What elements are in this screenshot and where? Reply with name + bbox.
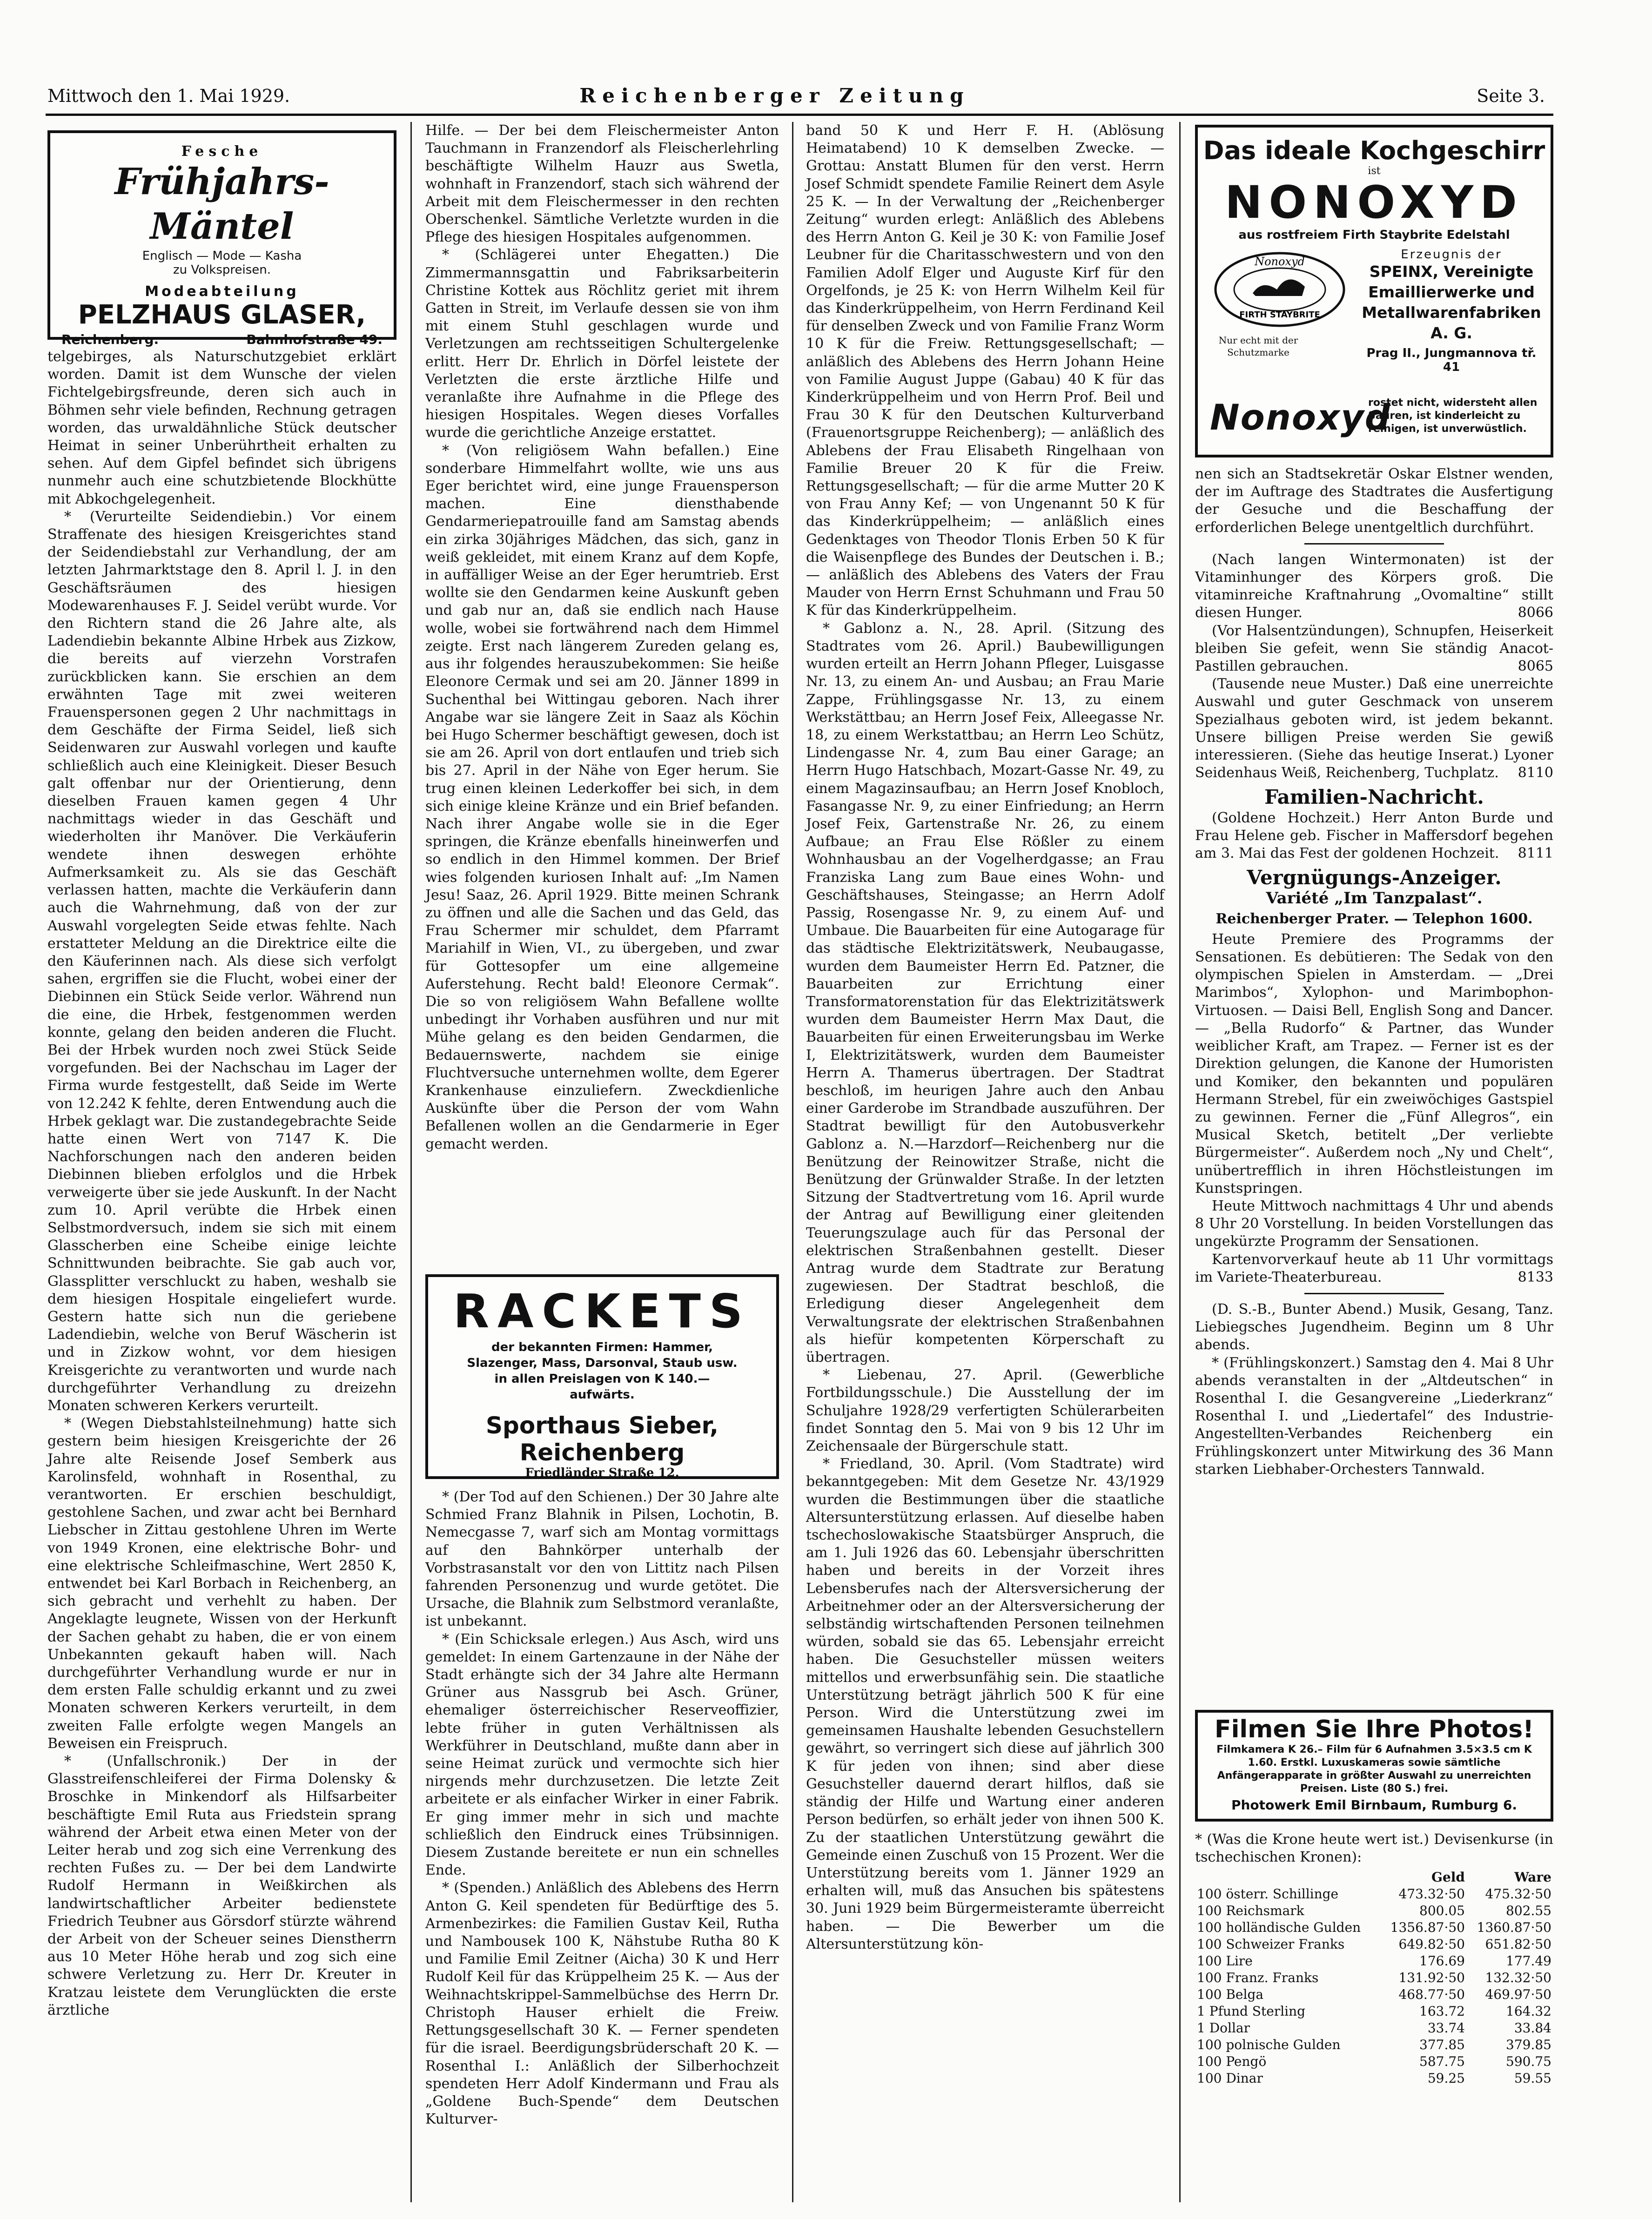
ad-filmen-photos (1195, 1710, 1553, 1822)
separator (1304, 1293, 1444, 1294)
rate-geld: 587.75 (1419, 2054, 1465, 2070)
ad-line: aus rostfreiem Firth Staybrite Edelstahl (1238, 228, 1510, 242)
ad-headline: Frühjahrs-Mäntel (114, 161, 329, 248)
table-row (1195, 1919, 1553, 1936)
rate-ware: 1360.87·50 (1477, 1920, 1551, 1936)
notice-number: 8133 (1518, 1269, 1553, 1285)
rate-ware: 475.32·50 (1485, 1886, 1551, 1902)
article-paragraph: band 50 K und Herr F. H. (Ablösung Heimatabend) 10 K demselben Zwecke. — Grottau: Anstatt Blumen für den verst. Herrn Josef Schmidt spendete Familie Reinert dem Asyle 25 K. — In der Verwaltung der „Reichenberger Zeitung“ wurden erlegt: Anläßlich des Ablebens des Herrn Anton G. Keil je 30 K: von Familie Josef Leubner für die Charitasschwestern und von den Familien Adolf Elger und Auguste Kirf für den Orgelfonds, je 25 K: von Herrn Wilhelm Keil für das Kinderkrüppelheim, von Herrn Ferdinand Keil für denselben Zweck und von Familie Franz Worm 10 K für die Freiw. Rettungsgesellschaft; — anläßlich des Ablebens des Herrn Johann Heine von Familie August Juppe (Gabau) 40 K für das Kinderkrüppelheim und von Herrn Prof. Beil und Frau 30 K für den Deutschen Kulturverband (Frauenortsgruppe Reichenberg); — anläßlich des Ablebens der Frau Elisabeth Ringelhaan von Familie Breuer 20 K für die Freiw. Rettungsgesellschaft; — für die arme Mutter 20 K von Frau Anny Kef; — von Ungenannt 50 K für das Kinderkrüppelheim; — anläßlich eines Gedenktages von Theodor Tlonis Erben 50 K für die Waisenpflege des Bundes der Deutschen i. B.; — anläßlich des Ablebens des Vaters der Frau Mauder von Herrn Ernst Schuhmann und Frau 50 K für das Kinderkrüppelheim. (806, 122, 1164, 619)
column-2-lower (425, 1488, 779, 2128)
rate-ware: 590.75 (1506, 2054, 1551, 2070)
nonoxyd-logo (1210, 248, 1350, 331)
currency-name: 100 polnische Gulden (1197, 2037, 1341, 2053)
ad-line: Prag II., Jungmannova tř. 41 (1366, 346, 1537, 374)
currency-name: 100 Lire (1197, 1953, 1253, 1969)
rate-ware: 379.85 (1506, 2037, 1551, 2053)
rate-ware: 469.97·50 (1485, 1987, 1551, 2003)
ad-company: SPEINX, Vereinigte Emaillierwerke und Metallwarenfabriken A. G. (1362, 262, 1541, 342)
table-row (1195, 2020, 1553, 2037)
column-1 (47, 348, 396, 2019)
table-row (1195, 1986, 1553, 2003)
ad-line: Englisch — Mode — Kasha (142, 249, 302, 263)
currency-name: 100 Belga (1197, 1987, 1264, 2003)
article-paragraph: * (Von religiösem Wahn befallen.) Eine sonderbare Himmelfahrt wollte, wie uns aus Eger berichtet wird, eine junge Frauensperson machen. Eine diensthabende Gendarmeriepatrouille fand am Samstag abends ein zirka 30jähriges Mädchen, das sich, ganz in weiß gekleidet, mit einem Kranz auf dem Kopfe, in auffälliger Weise an der Eger herumtrieb. Erst wollte sie den Gendarmen keine Auskunft geben und gab nur an, daß sie endlich nach Hause wolle, wobei sie fortwährend nach dem Himmel zeigte. Erst nach längerem Zureden gelang es, aus ihr folgendes herauszubekommen: Sie heiße Eleonore Cermak und sei am 20. Jänner 1899 in Suchenthal bei Wittingau geboren. Nach ihrer Angabe war sie längere Zeit in Saaz als Köchin bei Hugo Schermer beschäftigt gewesen, doch ist sie am 26. April von dort entlaufen und trieb sich bis 27. April in der Nähe von Eger herum. Sie trug einen kleinen Lederkoffer bei sich, in dem sich einige kleine Kränze und ein Brief befanden. Nach ihrer Angabe wolle sie in die Eger springen, die Kränze ebenfalls hineinwerfen und so endlich in den Himmel kommen. Der Brief wies folgenden kuriosen Inhalt auf: „Im Namen Jesu! Saaz, 26. April 1929. Bitte meinen Schrank zu öffnen und alle die Sachen und das Geld, das Frau Schermer mir schuldet, dem Pfarramt Mariahilf in Wien, VI., zu übergeben, und zwar für Gottesopfer um eine allgemeine Auferstehung. Recht bald! Eleonore Cermak“. Die so von religiösem Wahn Befallene wollte unbedingt ihr Vorhaben ausführen und nur mit Mühe gelang es den beiden Gendarmen, die Bedauernswerte, nachdem sie einige Fluchtversuche unternehmen wollte, dem Egerer Krankenhause einzuliefern. Zweckdienliche Auskünfte über die Person der vom Wahn Befallenen wollen an die Gendarmerie in Eger gemacht werden. (425, 442, 779, 1152)
article-paragraph: * (Ein Schicksale erlegen.) Aus Asch, wird uns gemeldet: In einem Gartenzaune in der Nähe der Stadt erhängte sich der 34 Jahre alte Hermann Grüner aus Nassgrub bei Asch. Grüner, ehemaliger österreichischer Reserveoffizier, lebte früher in guten Verhältnissen als Werkführer in Deutschland, mußte dann aber in seine Heimat zurück und vermochte sich hier nirgends mehr durchzusetzen. Die letzte Zeit arbeitete er als einfacher Wirker in einer Fabrik. Er ging immer mehr in sich und machte schließlich den Eindruck eines Trübsinnigen. Diesem Zustande bereitete er nun ein schnelles Ende. (425, 1631, 779, 1879)
ad-rackets (425, 1274, 779, 1479)
table-header: Ware (1514, 1869, 1551, 1885)
rate-geld: 468.77·50 (1398, 1987, 1465, 2003)
ad-line: Bahnhofstraße 49. (246, 332, 383, 347)
rate-geld: 131.92·50 (1398, 1970, 1465, 1986)
exchange-table (1195, 1869, 1553, 2087)
logo-text: FIRTH STAYBRITE (1239, 310, 1320, 320)
ad-headline: RACKETS (453, 1284, 751, 1338)
article-paragraph: * (Frühlingskonzert.) Samstag den 4. Mai 8 Uhr abends veranstalten in der „Altdeutschen“ in Rosenthal I. die Gesangvereine „Liederkranz“ Rosenthal I. und „Liedertafel“ des Industrie-Angestellten-Verbandes Reichenberg ein Frühlingskonzert unter Mitwirkung des 36 Mann starken Liebhaber-Orchesters Tannwald. (1195, 1354, 1553, 1478)
table-row (1195, 1903, 1553, 1919)
column-2 (425, 122, 779, 1153)
ad-logo-wordmark: Nonoxyd (1210, 397, 1391, 438)
ad-line: ist (1368, 165, 1381, 177)
ad-headline: Filmen Sie Ihre Photos! (1215, 1715, 1534, 1743)
table-row (1195, 1936, 1553, 1953)
rate-geld: 473.32·50 (1398, 1886, 1465, 1902)
section-title: Vergnügungs-Anzeiger. (1247, 866, 1502, 889)
currency-name: 1 Pfund Sterling (1197, 2004, 1306, 2019)
ad-line: Nur echt mit der Schutzmarke (1218, 335, 1298, 358)
rate-ware: 59.55 (1514, 2071, 1551, 2086)
ad-line: der bekannten Firmen: Hammer, Slazenger, Mass, Darsonval, Staub usw. in allen Preislagen von K 140.— aufwärts. (467, 1340, 738, 1402)
article-paragraph: Heute Mittwoch nachmittags 4 Uhr und abends 8 Uhr 20 Vorstellung. In beiden Vorstellungen das ungekürzte Programm der Sensationen. (1195, 1197, 1553, 1250)
article-paragraph: * Friedland, 30. April. (Vom Stadtrate) wird bekanntgegeben: Mit dem Gesetze Nr. 43/1929 wurden die Bestimmungen über die staatliche Altersunterstützung erlassen. Auf dieselbe haben tschechoslowakische Staatsbürger Anspruch, die am 1. Juli 1926 das 60. Lebensjahr überschritten haben und bereits in der Vorzeit ihres Lebensberufes nach der Altersversicherung der Arbeitnehmer oder an der Altersversicherung der selbständig wirtschaftenden Personen teilnehmen würden, sobald sie das 65. Lebensjahr erreicht haben. Die Gesuchsteller müssen weiters mittellos und erwerbsunfähig sein. Die staatliche Unterstützung beträgt jährlich 500 K für eine Person. Wird die Unterstützung zwei im gemeinsamen Haushalte lebenden Gesuchstellern gewährt, so verringert sich diese auf jährlich 300 K für jeden von ihnen; sind aber diese Gesuchsteller dauernd derart hilflos, daß sie ständig der Hilfe und Wartung einer anderen Person bedürfen, so erhält jeder von ihnen 500 K. Zu der staatlichen Unterstützung gewährt die Gemeinde einen Zuschuß von 15 Prozent. Wer die Unterstützung bereits vom 1. Jänner 1929 an erhalten will, muß das Ansuchen bis spätestens 30. Juni 1929 beim Bürgermeisteramte überreicht haben. — Die Bewerber um die Altersunterstützung kön- (806, 1456, 1164, 1952)
newspaper-title: Reichenberger Zeitung (579, 84, 970, 107)
currency-name: 100 Pengö (1197, 2054, 1267, 2070)
ad-line: Das ideale Kochgeschirr (1203, 136, 1545, 165)
article-paragraph: Hilfe. — Der bei dem Fleischermeister Anton Tauchmann in Franzendorf als Fleischerlehrling beschäftigte Wilhelm Hauzr aus Swetla, wohnhaft in Franzendorf, stach sich während der Arbeit mit dem Fleischermesser in den rechten Oberschenkel. Sämtliche Verletzte wurden in die Pflege des hiesigen Hospitales aufgenommen. (425, 122, 779, 246)
notice-number: 8066 (1518, 605, 1553, 621)
column-rule (1179, 122, 1181, 2202)
ad-company: PELZHAUS GLASER, (78, 300, 366, 330)
rate-ware: 802.55 (1506, 1903, 1551, 1919)
notice-text: (Nach langen Wintermonaten) ist der Vitaminhunger des Körpers groß. Die vitaminreiche Kraftnahrung „Ovomaltine“ stillt diesen Hunger. (1195, 551, 1553, 621)
table-row (1195, 1886, 1553, 1903)
notice-text: (Vor Halsentzündungen), Schnupfen, Heiserkeit bleiben Sie gefeit, wenn Sie ständig Anacot-Pastillen gebrauchen. (1195, 622, 1553, 675)
notice-paragraph (1195, 1251, 1553, 1286)
article-paragraph: (D. S.-B., Bunter Abend.) Musik, Gesang, Tanz. Liebiegsches Jugendheim. Beginn um 8 Uhr abends. (1195, 1301, 1553, 1353)
ad-line: Modeabteilung (145, 283, 299, 300)
notice-paragraph (1195, 551, 1553, 622)
separator (1304, 543, 1444, 545)
currency-name: 100 holländische Gulden (1197, 1920, 1361, 1936)
rate-ware: 164.32 (1506, 2004, 1551, 2019)
rate-geld: 176.69 (1419, 1953, 1465, 1969)
ad-line: Reichenberg. (61, 332, 159, 347)
table-row (1195, 2003, 1553, 2020)
notice-number: 8065 (1518, 658, 1553, 675)
currency-name: 1 Dollar (1197, 2020, 1250, 2036)
rate-ware: 132.32·50 (1485, 1970, 1551, 1986)
article-paragraph: * (Spenden.) Anläßlich des Ablebens des Herrn Anton G. Keil spendeten für Bedürftige des 5. Armenbezirkes: die Familien Gustav Keil, Rutha und Nambousek 100 K, Nähstube Rutha 80 K und Familie Emil Zeitner (Aicha) 30 K und Herr Rudolf Keil für das Krüppelheim 25 K. — Aus der Weihnachtskrippel-Sammelbüchse des Herrn Dr. Christoph Hauser erhielt die Freiw. Rettungsgesellschaft 30 K. — Ferner spendeten für die israel. Beerdigungsbrüderschaft 20 K. — Rosenthal I.: Anläßlich der Silberhochzeit spendeten Herr Adolf Kindermann und Frau als „Goldene Buch-Spende“ dem Deutschen Kulturver- (425, 1880, 779, 2128)
article-paragraph: * (Schlägerei unter Ehegatten.) Die Zimmermannsgattin und Fabriksarbeiterin Christine Kottek aus Röchlitz geriet mit ihrem Gatten in Streit, im Verlaufe dessen sie von ihm mit einem Stuhl geschlagen wurde und Verletzungen am rechtsseitigen Schultergelenke erlitt. Herr Dr. Ehrlich in Dörfel leistete der Verletzten die erste ärztliche Hilfe und veranlaßte ihre Aufnahme in die Pflege des hiesigen Hospitales. Wegen dieses Vorfalles wurde die gerichtliche Anzeige erstattet. (425, 247, 779, 441)
currency-name: 100 Franz. Franks (1197, 1970, 1319, 1986)
currency-name: 100 Reichsmark (1197, 1903, 1304, 1919)
table-header (1195, 1869, 1380, 1886)
currency-name: 100 österr. Schillinge (1197, 1886, 1339, 1902)
ad-line: Erzeugnis der (1401, 248, 1502, 262)
logo-text: Nonoxyd (1255, 255, 1305, 268)
table-header: Geld (1431, 1869, 1465, 1885)
rate-geld: 800.05 (1419, 1903, 1465, 1919)
ad-line: Friedländer Straße 12. (525, 1466, 679, 1480)
currency-name: 100 Schweizer Franks (1197, 1937, 1345, 1952)
ad-line: zu Volkspreisen. (173, 263, 271, 277)
table-row (1195, 2070, 1553, 2087)
table-row (1195, 2037, 1553, 2053)
article-paragraph: * (Verurteilte Seidendiebin.) Vor einem Straffenate des hiesigen Kreisgerichtes stand der Seidendiebstahl zur Verhandlung, der am letzten Jahrmarktstage den 8. April l. J. in den Geschäftsräumen des hiesigen Modewarenhauses F. J. Seidel verübt wurde. Vor den Richtern stand die 26 Jahre alte, als Ladendiebin bekannte Albine Hrbek aus Zizkow, die bereits auf vierzehn Vorstrafen zurückblicken kann. Sie erschien an dem erwähnten Tage mit zwei weiteren Frauenspersonen gegen 2 Uhr nachmittags in dem Geschäfte der Firma Seidel, ließ sich Seidenwaren zur Auswahl vorlegen und kaufte schließlich auch eine Kleinigkeit. Dieser Besuch galt offenbar nur der Orientierung, denn dieselben Frauen kamen gegen 4 Uhr nachmittags wieder in das Geschäft und wiederholten ihr Manöver. Die Verkäuferin wendete ihnen deswegen erhöhte Aufmerksamkeit zu. Als sie das Geschäft verlassen hatten, machte die Verkäuferin dann auch die Wahrnehmung, daß von der zur Auswahl vorgelegten Seide etwas fehlte. Nach erstatteter Meldung an die Direktrice eilte die den Käuferinnen nach. Als diese sich verfolgt sahen, ergriffen sie die Flucht, wobei einer der Diebinnen ein Stück Seide verlor. Während nun die eine, die Hrbek, festgenommen werden konnte, gelang den beiden anderen die Flucht. Bei der Hrbek wurden noch zwei Stück Seide vorgefunden. Bei der Nachschau im Lager der Firma wurde festgestellt, daß Seide im Werte von 12.242 K fehlte, deren Entwendung auch die Hrbek geklagt war. Die zustandegebrachte Seide hatte einen Wert von 7147 K. Die Nachforschungen nach den anderen beiden Diebinnen blieben erfolglos und die Hrbek verweigerte über sie jede Auskunft. In der Nacht zum 10. April verübte die Hrbek einen Selbstmordversuch, indem sie sich mit einem Glasscherben eine Scheibe einige leichte Schnittwunden beibrachte. Sie gab auch vor, Glassplitter verschluckt zu haben, weshalb sie dem hiesigen Hospitale eingeliefert wurde. Gestern hatte sich nun die geriebene Ladendiebin, welche von Beruf Wäscherin ist und in Zizkow wohnt, vor dem hiesigen Kreisgerichte zu verantworten und wurde nach durchgeführter Verhandlung zu dreizehn Monaten schweren Kerkers verurteilt. (47, 508, 396, 1414)
article-paragraph: * Liebenau, 27. April. (Gewerbliche Fortbildungsschule.) Die Ausstellung der im Schuljahre 1928/29 verfertigten Schülerarbeiten findet Sonntag den 5. Mai von 9 bis 12 Uhr im Zeichensaale der Bürgerschule statt. (806, 1367, 1164, 1455)
article-paragraph: nen sich an Stadtsekretär Oskar Elstner wenden, der im Auftrage des Stadtrates die Ausfertigung der Gesuche und die Beschaffung der erforderlichen Belege unentgeltlich durchführt. (1195, 466, 1553, 536)
exchange-rates (1195, 1831, 1553, 2087)
table-row (1195, 1953, 1553, 1970)
ad-headline: NONOXYD (1225, 176, 1524, 229)
column-rule (792, 122, 793, 2202)
article-paragraph: * (Der Tod auf den Schienen.) Der 30 Jahre alte Schmied Franz Blahnik in Pilsen, Lochotin, B. Nemecgasse 7, warf sich am Montag vormittags auf den Bahnkörper unterhalb der Vorbstrasanstalt vor den von Littitz nach Pilsen fahrenden Personenzug und wurde getötet. Die Ursache, die Blahnik zum Selbstmord veranlaßte, ist unbekannt. (425, 1489, 779, 1630)
notice-number: 8110 (1518, 765, 1553, 781)
column-rule (410, 122, 412, 2202)
section-subtitle: Variété „Im Tanzpalast“. (1266, 889, 1483, 908)
article-paragraph: * (Wegen Diebstahlsteilnehmung) hatte sich gestern beim hiesigen Kreisgerichte der 26 Jahre alte Reisende Josef Semberk aus Karolinsfeld, wohnhaft in Rosenthal, zu verantworten. Er erschien beschuldigt, gestohlene Sachen, und zwar acht bei Bernhard Liebscher in Zittau gestohlene Uhren im Werte von 1949 Kronen, eine elektrische Bohr- und eine elektrische Schleifmaschine, Wert 2850 K, entwendet bei Karl Borbach in Reichenberg, an sich gebracht und verhehlt zu haben. Der Angeklagte leugnete, Wissen von der Herkunft der Sachen gehabt zu haben, die er von einem Unbekannten gekauft haben will. Nach durchgeführter Verhandlung wurde er nur in dem ersten Falle schuldig erkannt und zu zwei Monaten schweren Kerkers verurteilt, in dem zweiten Falle erfolgte wegen Mangels an Beweisen ein Freispruch. (47, 1415, 396, 1752)
ad-company: Sporthaus Sieber, Reichenberg (486, 1412, 719, 1466)
ad-nonoxyd (1195, 125, 1553, 457)
section-title: Familien-Nachricht. (1264, 786, 1484, 809)
column-4 (1195, 465, 1553, 1479)
exchange-title: * (Was die Krone heute wert ist.) Devisenkurse (in tschechischen Kronen): (1195, 1831, 1553, 1866)
header-rule (46, 114, 1553, 116)
section-subtitle: Reichenberger Prater. — Telephon 1600. (1215, 910, 1533, 927)
article-paragraph: telgebirges, als Naturschutzgebiet erklärt worden. Damit ist dem Wunsche der vielen Fichtelgebirgsfreunde, deren sich auch in Böhmen sehr viele befinden, Rechnung getragen worden, das urwaldähnliche Stück deutscher Heimat in seiner Unberührtheit erhalten zu sehen. Auf dem Gipfel befindet sich übrigens nunmehr auch eine schutzbietende Blockhütte mit Abkochgelegenheit. (47, 349, 396, 507)
notice-text: Kartenvorverkauf heute ab 11 Uhr vormittags im Variete-Theaterbureau. (1195, 1251, 1553, 1285)
rate-geld: 649.82·50 (1398, 1937, 1465, 1952)
ad-company: Photowerk Emil Birnbaum, Rumburg 6. (1231, 1797, 1518, 1813)
ad-line: Fesche (181, 143, 263, 160)
rate-ware: 33.84 (1514, 2020, 1551, 2036)
currency-name: 100 Dinar (1197, 2071, 1263, 2086)
article-paragraph: * (Unfallschronik.) Der in der Glasstreifenschleiferei der Firma Dolensky & Broschke in Minkendorf als Hilfsarbeiter beschäftigte Emil Ruta aus Friedstein sprang während der Arbeit etwa einen Meter von der Leiter herab und zog sich eine Verrenkung des rechten Fußes zu. — Der bei dem Landwirte Rudolf Hermann in Weißkirchen als landwirtschaftlicher Arbeiter bedienstete Friedrich Teubner aus Görsdorf stürzte während der Arbeit von der Scheuer seines Dienstherrn aus 10 Meter Höhe herab und zog sich eine schwere Verletzung zu. Herr Dr. Kreuter in Kratzau leistete dem Verunglückten die erste ärztliche (47, 1753, 396, 2018)
issue-date: Mittwoch den 1. Mai 1929. (47, 86, 290, 106)
rate-geld: 163.72 (1419, 2004, 1465, 2019)
article-paragraph: Heute Premiere des Programms der Sensationen. Es debütieren: The Sedak von den olympischen Spielen in Amsterdam. — „Drei Marimbos“, Xylophon- und Marimbophon-Virtuosen. — Daisi Bell, English Song and Dancer. — „Bella Rudorfo“ & Partner, das Wunder weiblicher Kraft, am Trapez. — Ferner ist es der Direktion gelungen, die Kanone der Humoristen und Komiker, den bekannten und populären Hermann Strebel, für ein zweiwöchiges Gastspiel zu gewinnen. Ferner die „Fünf Allegros“, ein Musical Sketch, betitelt „Der verliebte Bürgermeister“. Außerdem noch „Ny und Chelt“, unübertrefflich in ihren Höchstleistungen im Kunstspringen. (1195, 931, 1553, 1197)
notice-paragraph (1195, 622, 1553, 676)
notice-paragraph (1195, 675, 1553, 782)
rate-geld: 1356.87·50 (1390, 1920, 1465, 1936)
table-row (1195, 1970, 1553, 1986)
rate-geld: 59.25 (1427, 2071, 1465, 2086)
table-row (1195, 2053, 1553, 2070)
column-3 (806, 122, 1164, 1953)
page-number: Seite 3. (1477, 86, 1545, 106)
article-paragraph: * Gablonz a. N., 28. April. (Sitzung des Stadtrates vom 26. April.) Baubewilligungen wurden erteilt an Herrn Johann Pfleger, Luisgasse Nr. 13, zu einem An- und Ausbau; an Frau Marie Zappe, Frühlingsgasse Nr. 13, zu einem Werkstättbau; an Herrn Josef Feix, Alleegasse Nr. 18, zu einem Werkstattbau; an Herrn Leo Schütz, Lindengasse Nr. 4, zum Bau einer Garage; an Herrn Hugo Hatschbach, Mozart-Gasse Nr. 49, zu einem Magazinsaufbau; an Herrn Josef Knobloch, Fasangasse Nr. 9, zu einer Einfriedung; an Herrn Josef Feix, Gartenstraße Nr. 26, zu einem Aufbaue; an Frau Else Rößler zu einem Wohnhausbau an der Vogelherdgasse; an Frau Franziska Lang zum Baue eines Wohn- und Geschäftshauses, Steingasse; an Herrn Adolf Passig, Rosengasse Nr. 9, zu einem Auf- und Umbaue. Die Bauarbeiten für eine Autogarage für das städtische Elektrizitätswerk, Neubaugasse, wurden dem Baumeister Herrn Ed. Patzner, die Bauarbeiten zur Errichtung einer Transformatorenstation für das Elektrizitätswerk wurden dem Baumeister Herrn Max Daut, die Bauarbeiten für einen Erweiterungsbau im Werke I, Elektrizitätswerk, wurden dem Baumeister Herrn A. Thamerus übertragen. Der Stadtrat beschloß, im heurigen Jahre auch den Anbau einer Garderobe im Strandbade auszuführen. Der Stadtrat bewilligt für den Autobusverkehr Gablonz a. N.—Harzdorf—Reichenberg nur die Benützung der Reinowitzer Straße, nicht die Benützung der Grünwalder Straße. In der letzten Sitzung der Stadtvertretung vom 16. April wurde der Antrag auf Bewilligung einer gleitenden Teuerungszulage auch für das Personal der elektrischen Straßenbahnen gestellt. Dieser Antrag wurde dem Stadtrate zur Beratung zugewiesen. Der Stadtrat beschloß, die Erledigung dieser Angelegenheit dem Verwaltungsrate der elektrischen Straßenbahnen als hiefür kompetenten Körperschaft zu übertragen. (806, 620, 1164, 1366)
notice-paragraph (1195, 809, 1553, 863)
notice-text: (Goldene Hochzeit.) Herr Anton Burde und Frau Helene geb. Fischer in Maffersdorf begehen am 3. Mai das Fest der goldenen Hochzeit. (1195, 809, 1553, 862)
rate-ware: 651.82·50 (1485, 1937, 1551, 1952)
rate-ware: 177.49 (1506, 1953, 1551, 1969)
notice-number: 8111 (1518, 845, 1553, 862)
ad-line: Filmkamera K 26.– Film für 6 Aufnahmen 3.5×3.5 cm K 1.60. Erstkl. Luxuskameras sowie sämtliche Anfängerapparate in größter Auswahl zu unerreichten Preisen. Liste (80 S.) frei. (1216, 1744, 1532, 1795)
notice-text: (Tausende neue Muster.) Daß eine unerreichte Auswahl und guter Geschmack von unserem Spezialhaus geboten wird, ist jedem bekannt. Unsere billigen Preise werden Sie gewiß interessieren. (Siehe das heutige Inserat.) Lyoner Seidenhaus Weiß, Reichenberg, Tuchplatz. (1195, 676, 1553, 781)
rate-geld: 377.85 (1419, 2037, 1465, 2053)
rate-geld: 33.74 (1427, 2020, 1465, 2036)
ad-line: rostet nicht, widersteht allen Säuren, ist kinderleicht zu reinigen, ist unverwüstlich. (1368, 397, 1538, 435)
ad-fruehjahrs-maentel (47, 130, 396, 347)
